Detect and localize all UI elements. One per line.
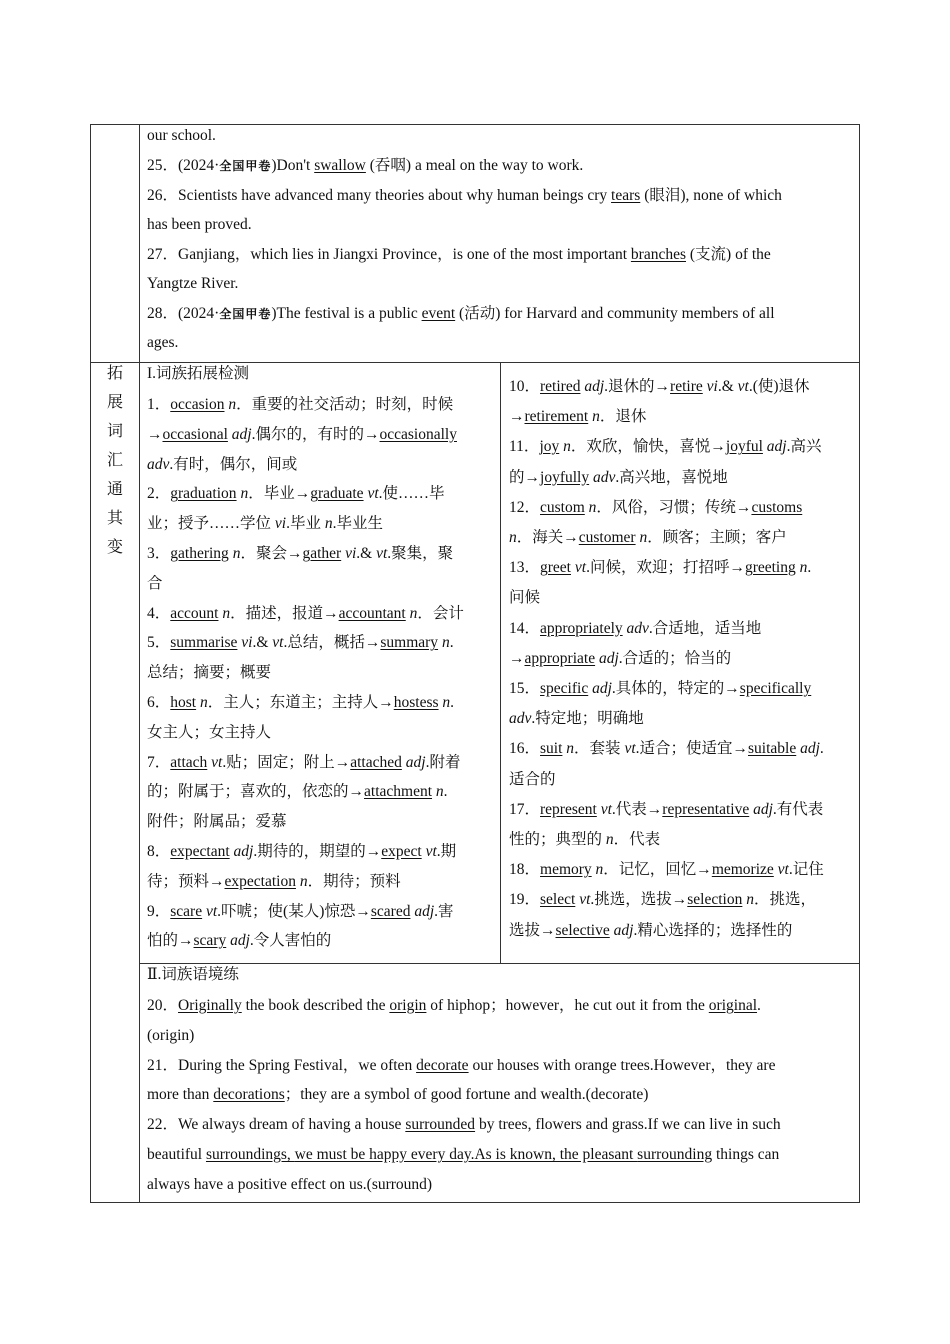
text-line [147, 1085, 648, 1105]
text-line [509, 709, 644, 729]
text-segment: adv.有时，偶尔，间或 [147, 455, 298, 473]
text-segment: n．聚会→ [232, 545, 303, 562]
text-segment: 22．We always dream of having a house [147, 1116, 406, 1134]
text-segment: vi.& vt.总结，概括→ [241, 634, 381, 652]
text-line [147, 574, 163, 594]
answer-word: retire [670, 378, 703, 395]
text-segment: n. [441, 634, 454, 652]
answer-word: appropriate [524, 649, 596, 667]
text-line [509, 377, 810, 397]
text-segment: 8． [147, 843, 171, 860]
answer-word: greet [540, 559, 571, 577]
text-segment: adv.高兴地，喜悦地 [592, 468, 728, 486]
text-segment: 3． [147, 545, 171, 562]
text-segment: vt.吓唬；使(某人)惊恐→ [205, 902, 371, 920]
answer-word: accountant [338, 604, 406, 622]
text-segment: → [509, 408, 525, 426]
answer-word: summarise [170, 634, 238, 652]
text-segment: more than [147, 1086, 214, 1104]
side-label-char: 词 [106, 423, 123, 440]
answer-word: custom [540, 498, 585, 516]
answer-word: retired [540, 378, 581, 395]
answer-word: account [170, 604, 219, 622]
text-segment: beautiful [147, 1146, 206, 1163]
text-line [509, 770, 556, 790]
text-segment: 10． [509, 378, 541, 395]
text-segment: 总结；摘要；概要 [147, 664, 272, 682]
text-segment: adj.退休的→ [584, 378, 671, 395]
text-line [147, 604, 464, 624]
side-label-char: 展 [106, 394, 123, 411]
text-segment: vt.使……毕 [367, 485, 445, 503]
text-segment: the book described the [241, 997, 390, 1014]
answer-word: representative [662, 800, 750, 818]
text-line [509, 468, 728, 488]
text-segment: 业；授予……学位 vi.毕业 n.毕业生 [147, 515, 383, 533]
text-segment: adj.有代表 [753, 800, 824, 818]
answer-word: scary [193, 932, 227, 950]
answer-word: attach [170, 753, 208, 771]
part2-heading: Ⅱ.词族语境练 [147, 966, 239, 983]
answer-word: expectation [224, 872, 296, 890]
text-segment: 11． [509, 438, 540, 456]
text-line [509, 498, 802, 518]
answer-word: gathering [170, 545, 229, 562]
text-segment: 问候 [509, 589, 541, 607]
text-line [147, 395, 453, 415]
text-segment: 怕的→ [147, 932, 194, 950]
text-line [147, 693, 454, 713]
text-segment: → [147, 425, 163, 443]
text-segment: vi.& vt.聚集，聚 [345, 545, 454, 562]
answer-word: memory [540, 861, 592, 879]
text-segment: n. [435, 783, 448, 801]
answer-word: origin [389, 997, 427, 1014]
answer-word: surroundings, [205, 1146, 295, 1163]
text-segment: adj. [800, 740, 824, 758]
text-segment: 16． [509, 740, 541, 758]
question-27-cont: Yangtze River. [147, 275, 239, 292]
answer-word: surrounding [637, 1146, 713, 1163]
text-segment: adj.合适的；恰当的 [598, 649, 732, 667]
middle-column-divider [500, 362, 501, 963]
text-segment: our houses with orange trees.However，they are [468, 1056, 776, 1074]
text-segment: adj.附着 [405, 753, 461, 771]
text-segment: vt.记住 [777, 861, 824, 879]
text-segment: adj.害 [414, 902, 454, 920]
text-segment: n．挑选， [746, 891, 816, 909]
text-segment: 的→ [509, 468, 541, 486]
text-line [147, 544, 453, 564]
side-label-char: 变 [106, 539, 123, 556]
text-segment: 附件；附属品；爱慕 [147, 813, 287, 831]
answer-word: customs [751, 498, 803, 516]
text-segment: n．海关→ [509, 529, 579, 546]
text-line [509, 860, 824, 880]
text-segment: vi.& vt.(使)退休 [706, 378, 810, 395]
answer-word: joyfully [540, 468, 590, 486]
text-segment: 20． [147, 997, 179, 1014]
text-line [509, 437, 822, 457]
text-segment: n．期待；预料 [299, 872, 401, 890]
text-segment: n．主人；东道主；主持人→ [199, 694, 394, 711]
text-line [147, 872, 401, 892]
text-line [147, 1175, 432, 1195]
text-segment: . [757, 997, 761, 1014]
text-segment: 19． [509, 891, 541, 909]
text-segment: 性的；典型的 n．代表 [509, 831, 661, 848]
answer-word: retirement [524, 408, 589, 426]
text-line [147, 931, 331, 951]
text-segment: 12． [509, 498, 541, 516]
side-label-char: 其 [106, 510, 123, 527]
text-segment: 6． [147, 694, 171, 711]
text-line [509, 890, 816, 910]
text-segment: 17． [509, 800, 541, 818]
text-segment: of hiphop；however，he cut out it from the [426, 997, 709, 1014]
text-segment: 18． [509, 861, 541, 879]
answer-word: occasion [170, 396, 225, 413]
text-segment: n. [799, 559, 812, 577]
answer-word: attached [350, 753, 402, 771]
text-line [147, 723, 271, 743]
side-label-char: 汇 [106, 452, 123, 469]
text-segment: vt.问候，欢迎；打招呼→ [574, 559, 745, 577]
answer-word: expect [381, 843, 422, 860]
text-segment: vt.贴；固定；附上→ [211, 753, 351, 771]
answer-word: greeting [744, 559, 796, 577]
text-segment: 2． [147, 485, 171, 503]
text-segment: n．顾客；主顾；客户 [639, 529, 787, 546]
text-segment: 21．During the Spring Festival，we often [147, 1056, 417, 1074]
text-line [509, 921, 792, 941]
text-segment: adj.偶尔的，有时的→ [231, 425, 380, 443]
text-segment: n．风俗，习惯；传统→ [588, 498, 752, 516]
text-line [509, 800, 823, 820]
text-line [147, 842, 456, 862]
answer-word: occasional [162, 425, 228, 443]
text-line [509, 830, 660, 850]
answer-word: specific [540, 680, 589, 697]
text-segment: vt.挑选，选拔→ [579, 891, 688, 909]
text-line [147, 902, 454, 922]
answer-word: represent [540, 800, 597, 818]
text-line [509, 528, 787, 548]
text-line [509, 679, 811, 699]
answer-word: we must be happy every day.As is known, the pleasant [294, 1146, 638, 1163]
text-segment: n．欢欣，愉快，喜悦→ [563, 438, 726, 456]
answer-word: gather [302, 545, 342, 562]
answer-word: select [540, 891, 576, 909]
answer-word: decorations [213, 1086, 285, 1104]
text-line [147, 812, 287, 832]
text-line [147, 425, 457, 445]
text-segment: 的；附属于；喜欢的，依恋的→ [147, 783, 365, 801]
answer-word: graduate [310, 485, 364, 503]
text-segment: adv.特定地；明确地 [509, 710, 644, 728]
text-line [509, 558, 811, 578]
answer-word: appropriately [540, 619, 623, 637]
text-segment: 14． [509, 619, 541, 637]
text-segment: vt.代表→ [600, 800, 663, 818]
text-line [147, 1026, 194, 1046]
text-segment: n．重要的社交活动；时刻，时候 [228, 396, 454, 413]
text-segment: adv.合适地，适当地 [626, 619, 762, 637]
text-line [147, 996, 761, 1016]
text-line [509, 588, 540, 608]
text-segment: vt.期 [425, 843, 457, 860]
text-segment: 4． [147, 604, 171, 622]
side-label-char: 通 [106, 481, 123, 498]
question-28-cont: ages. [147, 334, 179, 351]
answer-word: joyful [725, 438, 763, 456]
label-column-divider [139, 124, 140, 1203]
text-segment: n．描述，报道→ [222, 604, 339, 622]
question-26: 26．Scientists have advanced many theories about why human beings cry tears (眼泪), none of which [147, 187, 782, 204]
answer-word: summary [380, 634, 439, 652]
answer-word: specifically [739, 680, 812, 697]
answer-word: customer [578, 529, 636, 546]
answer-word: hostess [393, 694, 439, 711]
text-line [509, 407, 646, 427]
text-segment: n. [442, 694, 455, 711]
text-line [147, 753, 460, 773]
question-27: 27．Ganjiang，which lies in Jiangxi Province，is one of the most important branches (支流) of the [147, 246, 771, 263]
text-segment: 女主人；女主持人 [147, 723, 272, 741]
text-line [509, 649, 731, 669]
text-segment: n．毕业→ [240, 485, 311, 503]
text-segment: by trees, flowers and grass.If we can live in such [475, 1116, 781, 1134]
text-segment: 合 [147, 574, 163, 592]
text-segment: 选拔→ [509, 921, 556, 939]
text-segment: 13． [509, 559, 541, 577]
text-segment: adj.精心选择的；选择性的 [613, 921, 793, 939]
text-segment: adj.期待的，期望的→ [233, 843, 382, 860]
answer-word: scared [370, 902, 411, 920]
text-segment: things can [712, 1146, 780, 1163]
continued-text: our school. [147, 127, 216, 144]
text-line [509, 619, 761, 639]
answer-word: attachment [364, 783, 433, 801]
answer-word: decorate [416, 1056, 469, 1074]
answer-word: suitable [748, 740, 797, 758]
answer-word: scare [170, 902, 203, 920]
text-segment: → [509, 649, 525, 667]
text-line [509, 739, 824, 759]
text-segment: 待；预料→ [147, 872, 225, 890]
section-divider [90, 362, 860, 363]
text-line [147, 663, 271, 683]
side-label-char: 拓 [106, 365, 123, 382]
answer-word: original [708, 997, 758, 1014]
answer-word: surrounded [405, 1116, 476, 1134]
answer-word: graduation [170, 485, 237, 503]
text-segment: adj.具体的，特定的→ [592, 680, 740, 697]
question-26-cont: has been proved. [147, 216, 252, 233]
answer-word: host [170, 694, 197, 711]
text-segment: adj.令人害怕的 [230, 932, 332, 950]
text-line [147, 484, 445, 504]
answer-word: memorize [711, 861, 774, 879]
text-segment: 1． [147, 396, 171, 413]
answer-word: selective [555, 921, 610, 939]
text-line [147, 514, 383, 534]
text-segment: n．记忆，回忆→ [595, 861, 712, 879]
text-line [147, 633, 454, 653]
question-25: 25．(2024·全国甲卷)Don't swallow (吞咽) a meal on the way to work. [147, 157, 584, 174]
text-segment: 适合的 [509, 770, 556, 788]
answer-word: suit [540, 740, 563, 758]
text-segment: always have a positive effect on us.(surround) [147, 1175, 433, 1193]
text-line [147, 782, 448, 802]
part-divider [139, 963, 860, 964]
text-line [147, 1145, 779, 1165]
answer-word: expectant [170, 843, 230, 860]
text-line [147, 1056, 775, 1076]
part1-heading: I.词族拓展检测 [147, 365, 250, 382]
text-segment: n．退休 [592, 408, 647, 426]
text-segment: 9． [147, 902, 171, 920]
text-line [147, 455, 297, 475]
question-28: 28．(2024·全国甲卷)The festival is a public event (活动) for Harvard and community members of all [147, 305, 775, 322]
answer-word: Originally [178, 997, 242, 1014]
text-segment: 15． [509, 680, 541, 697]
text-segment: n．会计 [409, 604, 464, 622]
answer-word: occasionally [379, 425, 457, 443]
text-line [147, 1115, 781, 1135]
answer-word: joy [539, 438, 560, 456]
text-segment: n．套装 vt.适合；使适宜→ [566, 740, 749, 758]
text-segment: 5． [147, 634, 171, 652]
text-segment: (origin) [147, 1026, 195, 1044]
text-segment: adj.高兴 [766, 438, 822, 456]
answer-word: selection [687, 891, 743, 909]
text-segment: ；they are a symbol of good fortune and wealth.(decorate) [284, 1086, 649, 1104]
text-segment: 7． [147, 753, 171, 771]
